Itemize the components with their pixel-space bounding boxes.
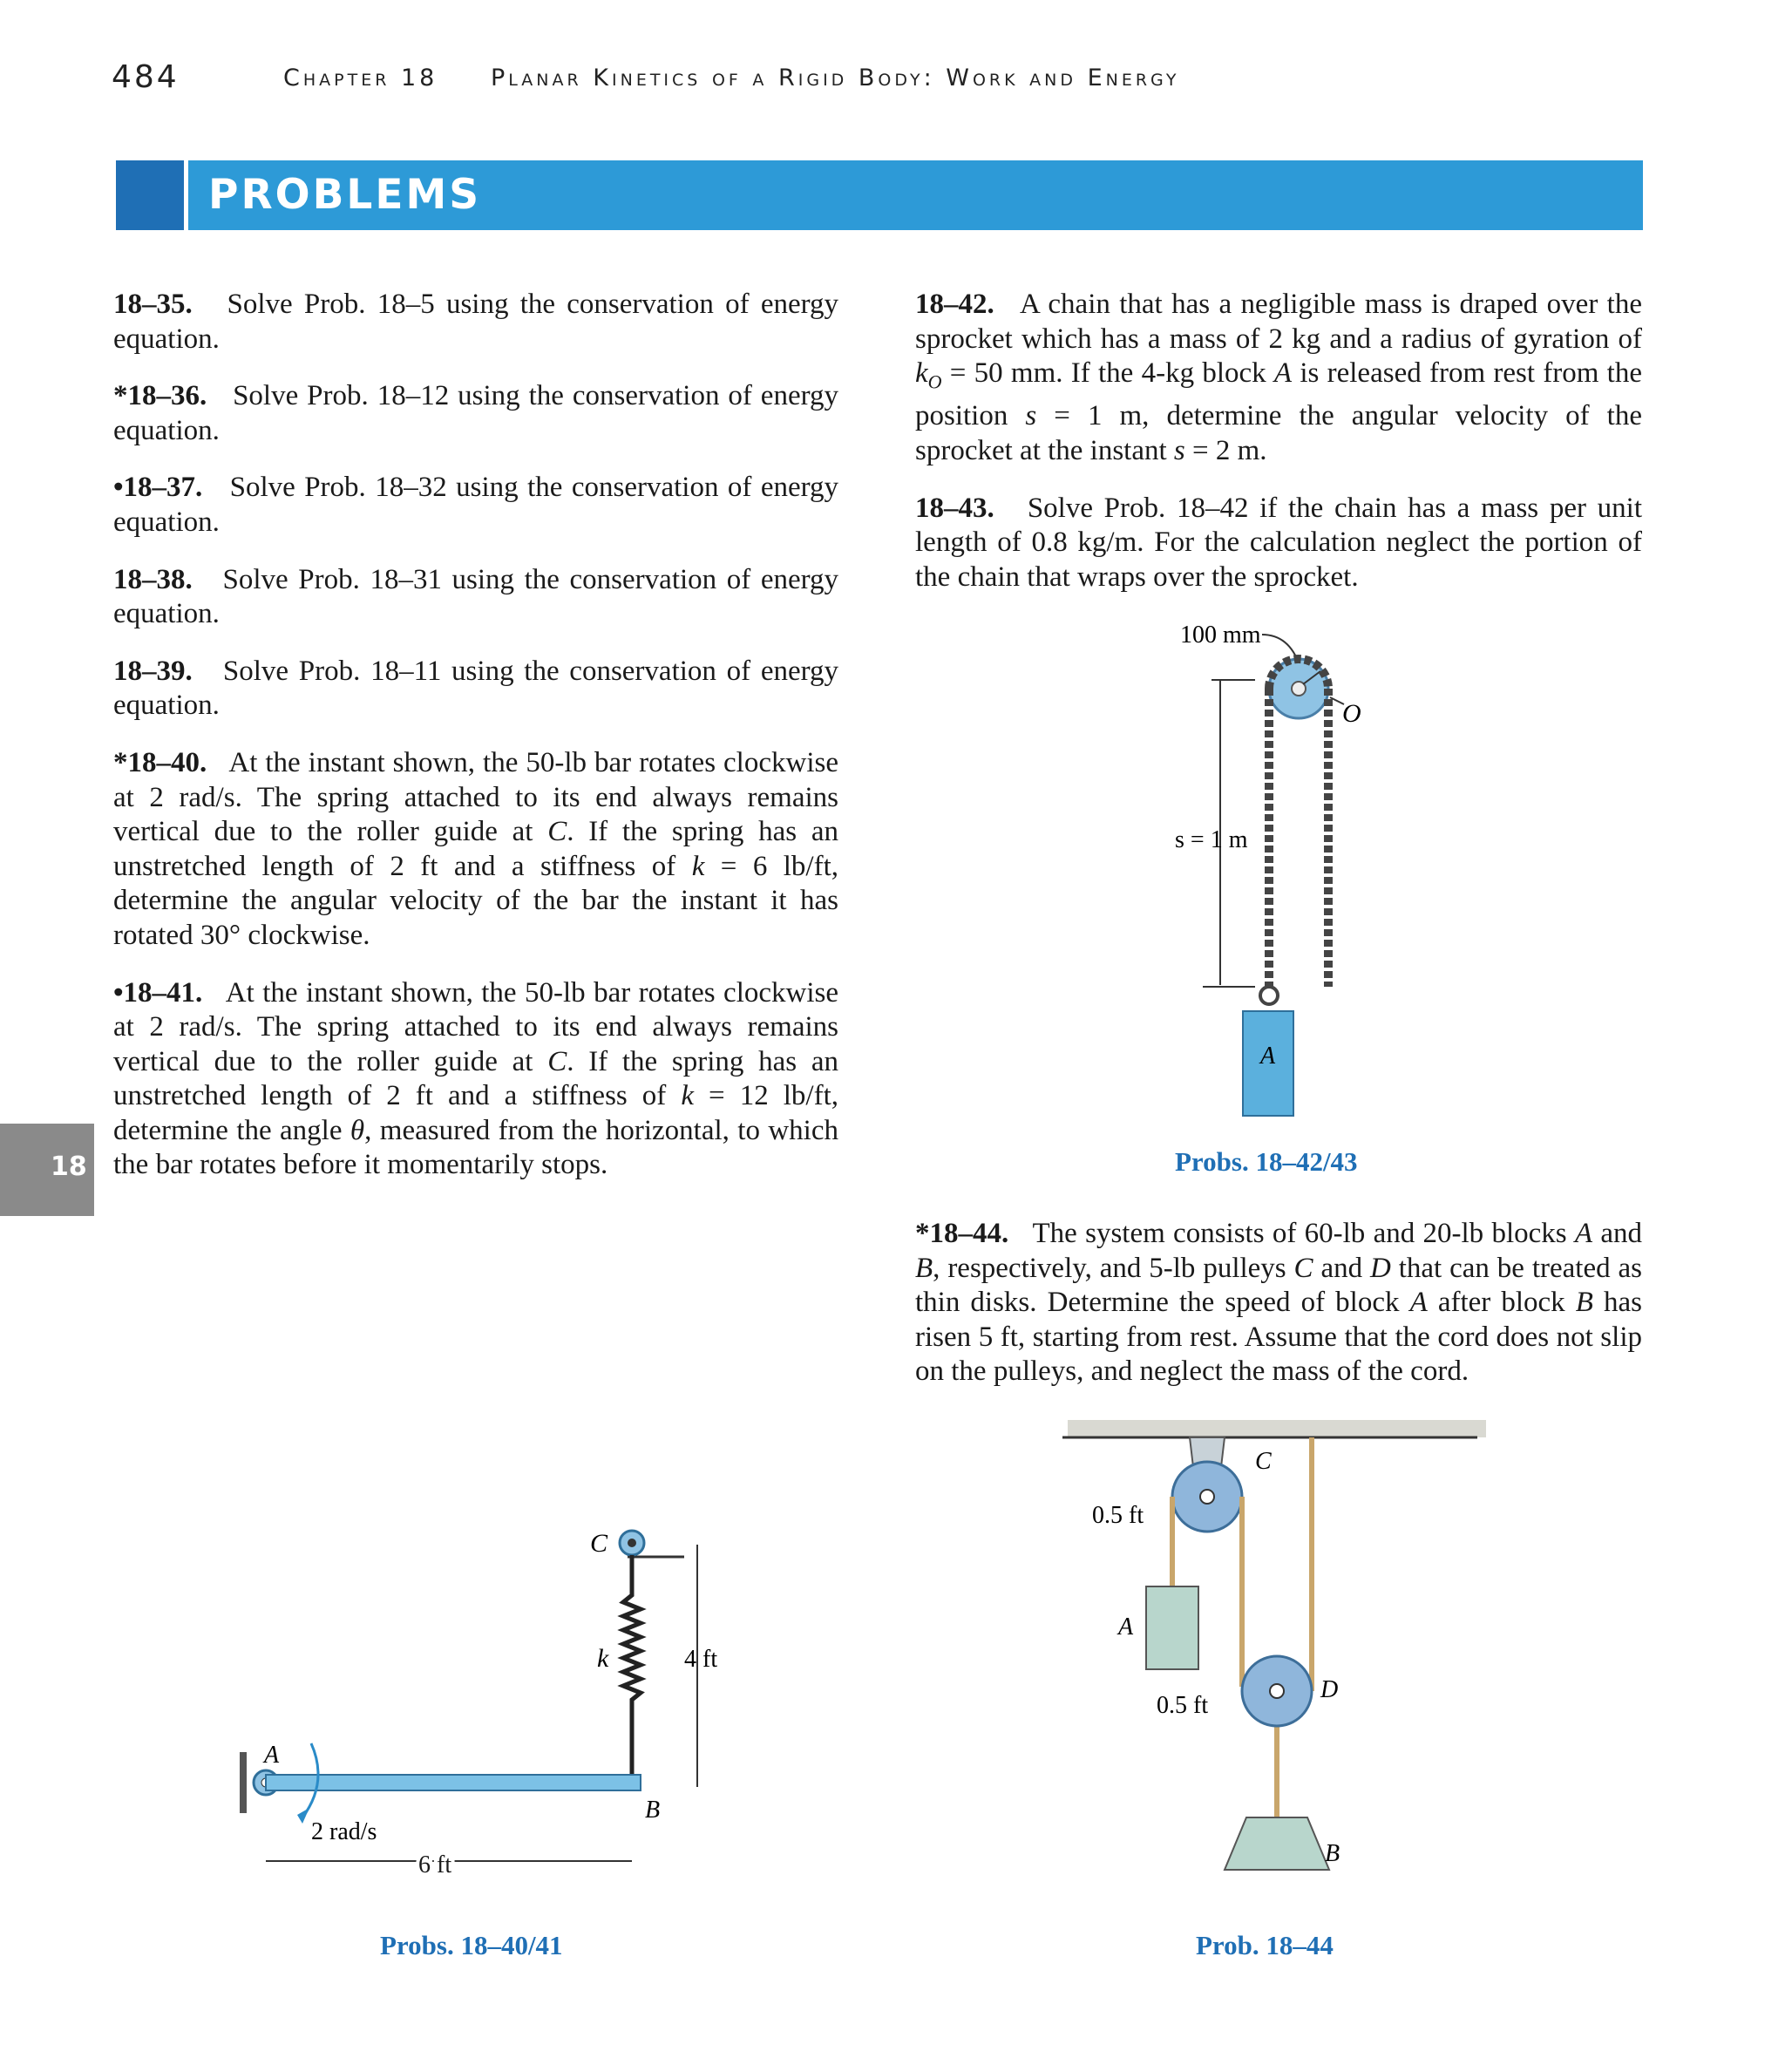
- label-c: C: [590, 1529, 608, 1558]
- chapter-thumb-label: 18: [51, 1151, 87, 1182]
- problem-18-42: [915, 288, 1642, 469]
- problem-number: *18–40.: [113, 746, 207, 778]
- label-k: k: [597, 1644, 609, 1673]
- var-c: C: [547, 816, 567, 848]
- problem-text: = 1 m, determine the angular velocity of the sprocket at the instant: [915, 400, 1642, 466]
- problem-18-36: [113, 379, 838, 448]
- problem-text: and: [1313, 1252, 1370, 1284]
- var-k: k: [691, 850, 705, 882]
- problem-text: = 12 lb/ft, determine the angle: [113, 1080, 838, 1146]
- problem-number: 18–35.: [113, 289, 193, 320]
- omega-arrowhead: [297, 1808, 309, 1824]
- var-a: A: [1574, 1218, 1593, 1249]
- problem-text: At the instant shown, the 50-lb bar rotates clockwise at 2 rad/s. The spring attached to its end always remains vertical due to the roller guide at: [113, 746, 838, 848]
- var-c: C: [1293, 1252, 1313, 1284]
- problem-18-35: [113, 288, 838, 357]
- label-r1: 0.5 ft: [1092, 1502, 1144, 1529]
- var-o: O: [927, 370, 942, 393]
- problem-number: *18–44.: [915, 1218, 1009, 1249]
- label-height: 4 ft: [684, 1646, 718, 1673]
- hook: [1260, 987, 1278, 1004]
- problem-text: after block: [1427, 1287, 1576, 1319]
- var-b: B: [1575, 1287, 1593, 1319]
- problem-text: Solve Prob. 18–5 using the conservation of energy equation.: [113, 289, 839, 355]
- banner-title: PROBLEMS: [208, 171, 482, 219]
- problem-number: 18–38.: [113, 563, 193, 595]
- problem-text: Solve Prob. 18–12 using the conservation of energy equation.: [113, 380, 838, 446]
- right-column-bottom: [915, 1217, 1642, 1412]
- roller-c-pin: [628, 1539, 636, 1547]
- var-a: A: [1273, 357, 1293, 390]
- problem-number: •18–41.: [113, 976, 203, 1009]
- label-b: B: [645, 1797, 661, 1824]
- problem-text: Solve Prob. 18–32 using the conservation of energy equation.: [113, 472, 839, 538]
- problem-number: 18–39.: [113, 655, 193, 687]
- running-header: [0, 59, 1785, 103]
- problem-text: is released from rest from the position: [915, 357, 1643, 432]
- label-omega: 2 rad/s: [311, 1818, 377, 1845]
- right-column-top: [915, 288, 1642, 617]
- problem-text: Solve Prob. 18–31 using the conservation of energy equation.: [113, 563, 839, 630]
- problem-number: 18–42.: [915, 289, 994, 320]
- label-r2: 0.5 ft: [1157, 1692, 1209, 1719]
- problem-number: •18–37.: [113, 472, 203, 504]
- page-number: 484: [112, 59, 180, 95]
- var-d: D: [1370, 1252, 1391, 1284]
- problem-18-44: [915, 1217, 1642, 1389]
- problem-text: Solve Prob. 18–42 if the chain has a mass per unit length of 0.8 kg/m. For the calculation neglect the portion of the chain that wraps over the sprocket.: [915, 492, 1642, 593]
- problem-number: *18–36.: [113, 380, 207, 412]
- label-s: s = 1 m: [1175, 826, 1248, 853]
- block-b: [1225, 1817, 1329, 1870]
- label-d: D: [1320, 1676, 1339, 1703]
- label-length: 6 ft: [418, 1851, 452, 1878]
- problem-text: . If the spring has an unstretched length of 2 ft and a stiffness of: [113, 1045, 838, 1112]
- label-a: A: [264, 1742, 280, 1769]
- var-c: C: [547, 1045, 567, 1077]
- wall-support: [240, 1752, 247, 1813]
- problem-18-41: [113, 976, 838, 1184]
- var-b: B: [915, 1252, 933, 1284]
- figure-pulley-system: [1059, 1416, 1495, 1931]
- problem-text: = 6 lb/ft, determine the angular velocity of the bar the instant it has rotated 30° clockwise.: [113, 850, 838, 951]
- label-a: A: [1260, 1043, 1276, 1070]
- figure-sprocket-chain: [1159, 610, 1438, 1133]
- problem-number: 18–43.: [915, 492, 994, 524]
- label-a: A: [1118, 1613, 1134, 1641]
- label-c: C: [1255, 1448, 1272, 1475]
- problem-text: The system consists of 60-lb and 20-lb blocks: [1032, 1218, 1575, 1249]
- var-s: s: [1173, 434, 1185, 466]
- caption-pulleys: Prob. 18–44: [1196, 1930, 1334, 1960]
- label-radius: 100 mm: [1180, 622, 1261, 649]
- bar: [266, 1775, 641, 1790]
- figure-bar-spring: [231, 1517, 754, 1900]
- problem-18-43: [915, 492, 1642, 595]
- chapter-label: Chapter 18: [283, 65, 438, 92]
- pulley-c-hub: [1200, 1490, 1214, 1504]
- block-a: [1146, 1586, 1198, 1669]
- var-s: s: [1025, 400, 1037, 432]
- var-a: A: [1409, 1287, 1428, 1319]
- pulley-d-hub: [1270, 1684, 1284, 1698]
- problems-banner: [116, 160, 1643, 230]
- banner-accent-square: [116, 160, 188, 230]
- left-column: [113, 288, 838, 1206]
- problem-text: that can be treated as thin disks. Determine the speed of block: [915, 1252, 1642, 1319]
- problem-text: and: [1592, 1218, 1642, 1249]
- caption-sprocket: Probs. 18–42/43: [1175, 1146, 1358, 1177]
- ceiling: [1068, 1420, 1486, 1437]
- spring: [623, 1555, 641, 1778]
- chapter-thumb-tab: [0, 1124, 94, 1216]
- problem-18-39: [113, 655, 838, 724]
- problem-text: , respectively, and 5-lb pulleys: [933, 1252, 1294, 1284]
- label-b: B: [1325, 1840, 1340, 1867]
- var-k: k: [681, 1080, 694, 1112]
- problem-text: A chain that has a negligible mass is draped over the sprocket which has a mass of 2 kg and a radius of gyration of: [915, 289, 1642, 355]
- problem-18-37: [113, 471, 838, 540]
- caption-bar: Probs. 18–40/41: [380, 1930, 563, 1960]
- problem-18-40: [113, 746, 838, 954]
- problem-18-38: [113, 563, 838, 632]
- problem-text: Solve Prob. 18–11 using the conservation of energy equation.: [113, 655, 839, 722]
- chapter-title: Planar Kinetics of a Rigid Body: Work and Energy: [491, 65, 1180, 92]
- problem-text: = 2 m.: [1184, 434, 1267, 466]
- problem-text: has risen 5 ft, starting from rest. Assume that the cord does not slip on the pulleys, and neglect the mass of the cord.: [915, 1287, 1642, 1388]
- problem-text: , measured from the horizontal, to which the bar rotates before it momentarily stops.: [113, 1114, 838, 1181]
- var-k: k: [915, 357, 928, 390]
- problem-text: . If the spring has an unstretched length of 2 ft and a stiffness of: [113, 816, 838, 882]
- label-o: O: [1342, 699, 1361, 728]
- problem-text: = 50 mm. If the 4-kg block: [941, 357, 1274, 390]
- var-theta: θ: [350, 1114, 365, 1146]
- problem-text: At the instant shown, the 50-lb bar rotates clockwise at 2 rad/s. The spring attached to its end always remains vertical due to the roller guide at: [113, 976, 838, 1077]
